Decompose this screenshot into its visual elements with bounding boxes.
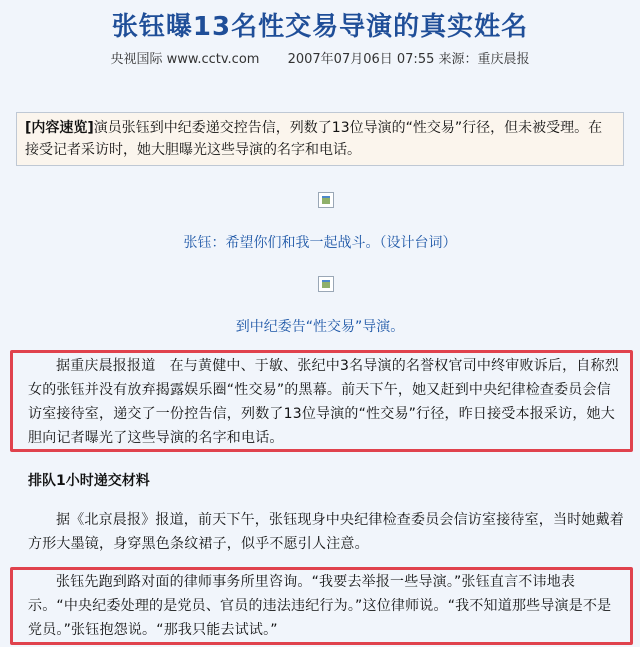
article-source: 央视国际 www.cctv.com — [110, 52, 260, 67]
summary-tag: [内容速览] — [25, 120, 94, 136]
article-meta — [0, 48, 640, 67]
article-title: 张钰曝13名性交易导演的真实姓名 — [111, 12, 529, 42]
section-heading: 排队1小时递交材料 — [28, 473, 150, 489]
broken-image-icon — [318, 276, 334, 292]
article-datetime: 2007年07月06日 07:55 来源：重庆晨报 — [287, 52, 530, 67]
broken-image-icon — [318, 192, 334, 208]
paragraph-1: 据重庆晨报报道 在与黄健中、于敏、张纪中3名导演的名誉权官司中终审败诉后，自称烈女的张钰并没有放弃揭露娱乐圈“性交易”的黑幕。前天下午，她又赶到中央纪律检查委员会信访室接待室，递交了一份控告信，列数了13位导演的“性交易”行径，昨日接受本报采访，她大胆向记者曝光了这些导演的名字和电话。 — [28, 358, 619, 446]
summary-text: 演员张钰到中纪委递交控告信，列数了13位导演的“性交易”行径，但未被受理。在接受记者采访时，她大胆曝光这些导演的名字和电话。 — [25, 120, 603, 158]
image-caption-1: 张钰：希望你们和我一起战斗。（设计台词） — [183, 235, 457, 251]
image-caption-2: 到中纪委告“性交易”导演。 — [235, 319, 405, 335]
paragraph-2: 据《北京晨报》报道，前天下午，张钰现身中央纪律检查委员会信访室接待室，当时她戴着方形大墨镜，身穿黑色条纹裙子，似乎不愿引人注意。 — [28, 512, 624, 552]
content-summary-box — [16, 112, 624, 166]
paragraph-3: 张钰先跑到路对面的律师事务所里咨询。“我要去举报一些导演。”张钰直言不讳地表示。“中央纪委处理的是党员、官员的违法违纪行为。”这位律师说。“我不知道那些导演是不是党员。”张钰抱怨说。“那我只能去试试。” — [28, 574, 612, 638]
